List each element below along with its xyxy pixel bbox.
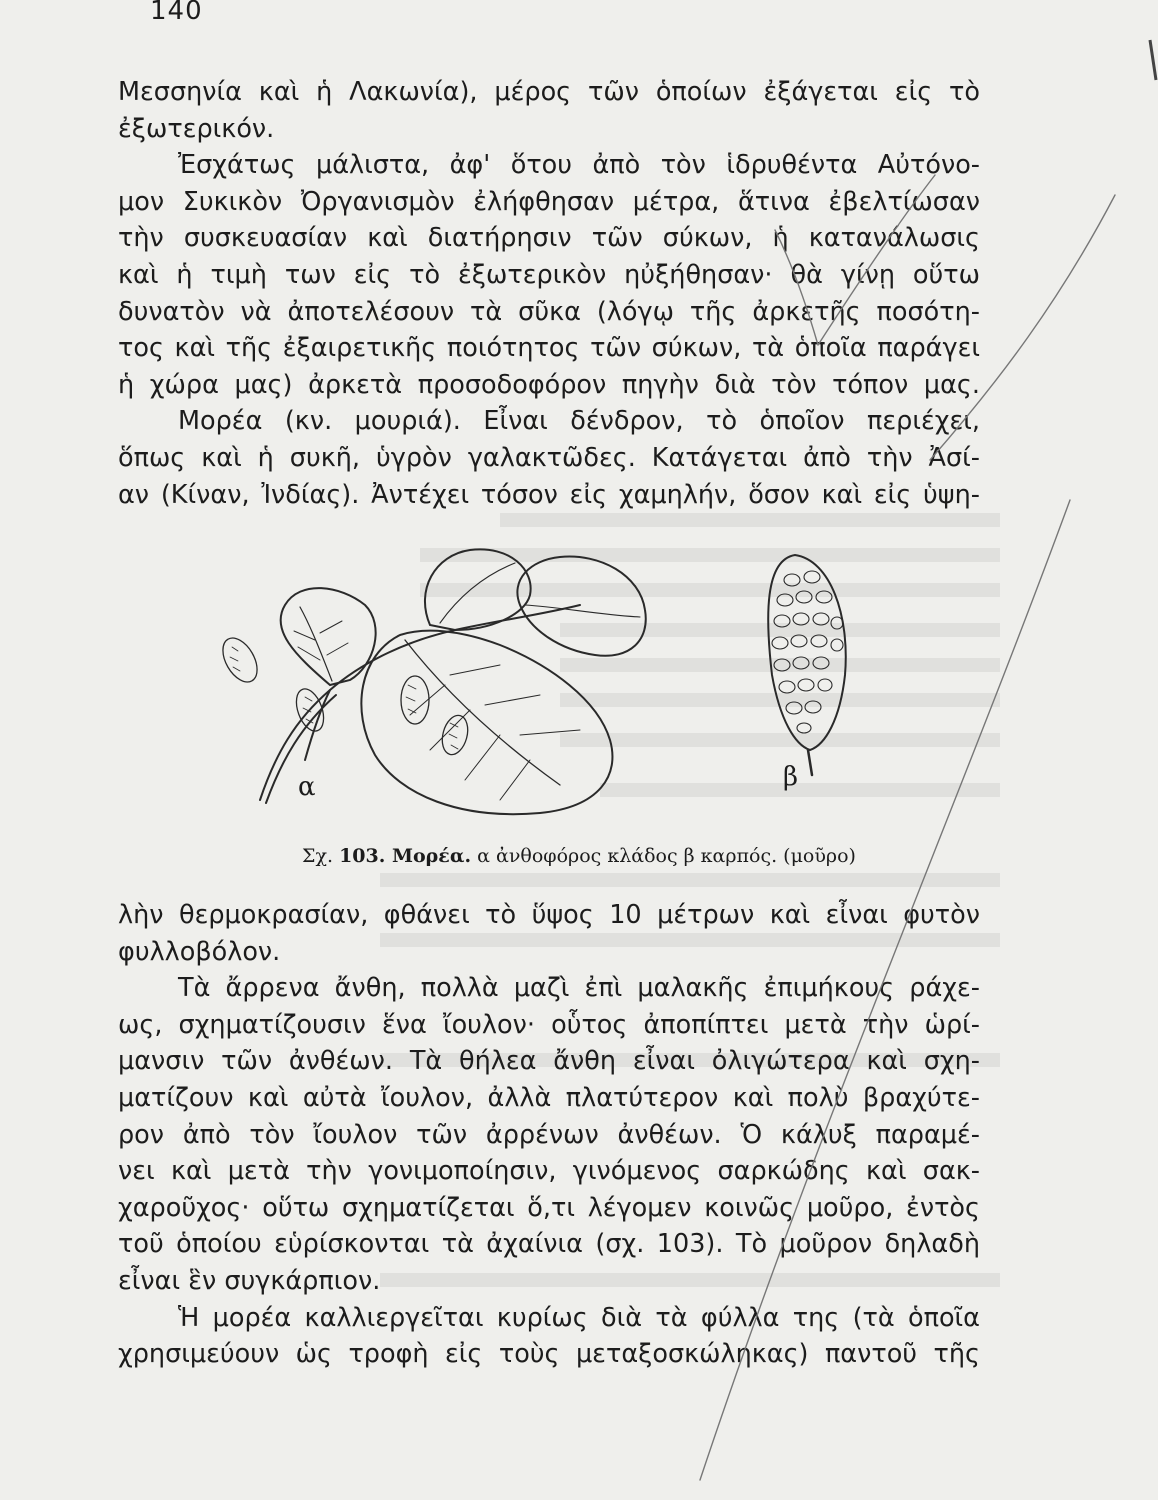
leaf-center xyxy=(361,631,612,814)
caption-prefix: Σχ. xyxy=(302,845,334,867)
text-line: χρησιμεύουν ὡς τροφὴ εἰς τοὺς μεταξοσκώληκας) παντοῦ τῆς xyxy=(118,1339,980,1370)
text-line: εἶναι ἓν συγκάρπιον. xyxy=(118,1265,381,1296)
page-number: 140 xyxy=(150,0,203,26)
text-line: καὶ ἡ τιμὴ των εἰς τὸ ἐξωτερικὸν ηὐξήθησαν· θὰ γίνῃ οὕτω xyxy=(118,259,980,290)
figure-caption xyxy=(0,845,1158,867)
text-line: ἐξωτερικόν. xyxy=(118,113,275,144)
text-line: Ἐσχάτως μάλιστα, ἀφ' ὅτου ἀπὸ τὸν ἱδρυθέντα Αὐτόνο- xyxy=(178,150,980,181)
text-line: λὴν θερμοκρασίαν, φθάνει τὸ ὕψος 10 μέτρων καὶ εἶναι φυτὸν xyxy=(118,900,980,930)
text-line: χαροῦχος· οὕτω σχηματίζεται ὅ,τι λέγομεν κοινῶς μοῦρο, ἐντὸς xyxy=(118,1192,980,1223)
text-line: ματίζουν καὶ αὐτὰ ἴουλον, ἀλλὰ πλατύτερον καὶ πολὺ βραχύτε- xyxy=(118,1082,980,1113)
caption-number: 103. Μορέα. xyxy=(339,845,472,867)
text-block-bottom xyxy=(118,897,980,1373)
text-line: Μορέα (κν. μουριά). Εἶναι δένδρον, τὸ ὁποῖον περιέχει, xyxy=(178,406,980,437)
branch-stem xyxy=(260,605,580,800)
figure-label-b: β xyxy=(783,762,799,792)
text-line: αν (Κίναν, Ἰνδίας). Ἀντέχει τόσον εἰς χαμηλήν, ὅσον καὶ εἰς ὑψη- xyxy=(118,479,980,510)
text-line: Μεσσηνία καὶ ἡ Λακωνία), μέρος τῶν ὁποίων ἐξάγεται εἰς τὸ xyxy=(118,77,980,107)
text-line: ἡ χώρα μας) ἀρκετὰ προσοδοφόρον πηγὴν διὰ τὸν τόπον μας. xyxy=(118,369,980,400)
text-line: ρον ἀπὸ τὸν ἴουλον τῶν ἀρρένων ἀνθέων. Ὁ κάλυξ παραμέ- xyxy=(118,1119,980,1150)
text-line: τοῦ ὁποίου εὑρίσκονται τὰ ἀχαίνια (σχ. 103). Τὸ μοῦρον δηλαδὴ xyxy=(118,1229,980,1260)
text-line: δυνατὸν νὰ ἀποτελέσουν τὰ σῦκα (λόγῳ τῆς ἀρκετῆς ποσότη- xyxy=(118,296,980,327)
text-line: τος καὶ τῆς ἐξαιρετικῆς ποιότητος τῶν σύκων, τὰ ὁποῖα παράγει xyxy=(118,333,980,364)
text-line: ως, σχηματίζουσιν ἕνα ἴουλον· οὗτος ἀποπίπτει μετὰ τὴν ὡρί- xyxy=(118,1009,980,1040)
text-line: μον Συκικὸν Ὀργανισμὸν ἐλήφθησαν μέτρα, ἅτινα ἐβελτίωσαν xyxy=(118,186,980,217)
text-line: ὅπως καὶ ἡ συκῆ, ὑγρὸν γαλακτῶδες. Κατάγεται ἀπὸ τὴν Ἀσί- xyxy=(118,442,980,473)
text-line: νει καὶ μετὰ τὴν γονιμοποίησιν, γινόμενος σαρκώδης καὶ σακ- xyxy=(118,1156,980,1187)
text-line: Τὰ ἄρρενα ἄνθη, πολλὰ μαζὶ ἐπὶ μαλακῆς ἐπιμήκους ράχε- xyxy=(178,973,980,1004)
figure-label-a: α xyxy=(298,772,316,802)
mulberry-fruit xyxy=(768,555,846,775)
text-line: Ἡ μορέα καλλιεργεῖται κυρίως διὰ τὰ φύλλα της (τὰ ὁποῖα xyxy=(178,1302,980,1333)
text-line: φυλλοβόλον. xyxy=(118,936,281,967)
caption-text: α ἀνθοφόρος κλάδος β καρπός. (μοῦρο) xyxy=(477,845,856,867)
text-line: τὴν συσκευασίαν καὶ διατήρησιν τῶν σύκων, ἡ κατανάλωσις xyxy=(118,223,980,254)
text-line: μανσιν τῶν ἀνθέων. Τὰ θήλεα ἄνθη εἶναι ὀλιγώτερα καὶ σχη- xyxy=(118,1046,980,1077)
text-block-top xyxy=(118,74,980,513)
